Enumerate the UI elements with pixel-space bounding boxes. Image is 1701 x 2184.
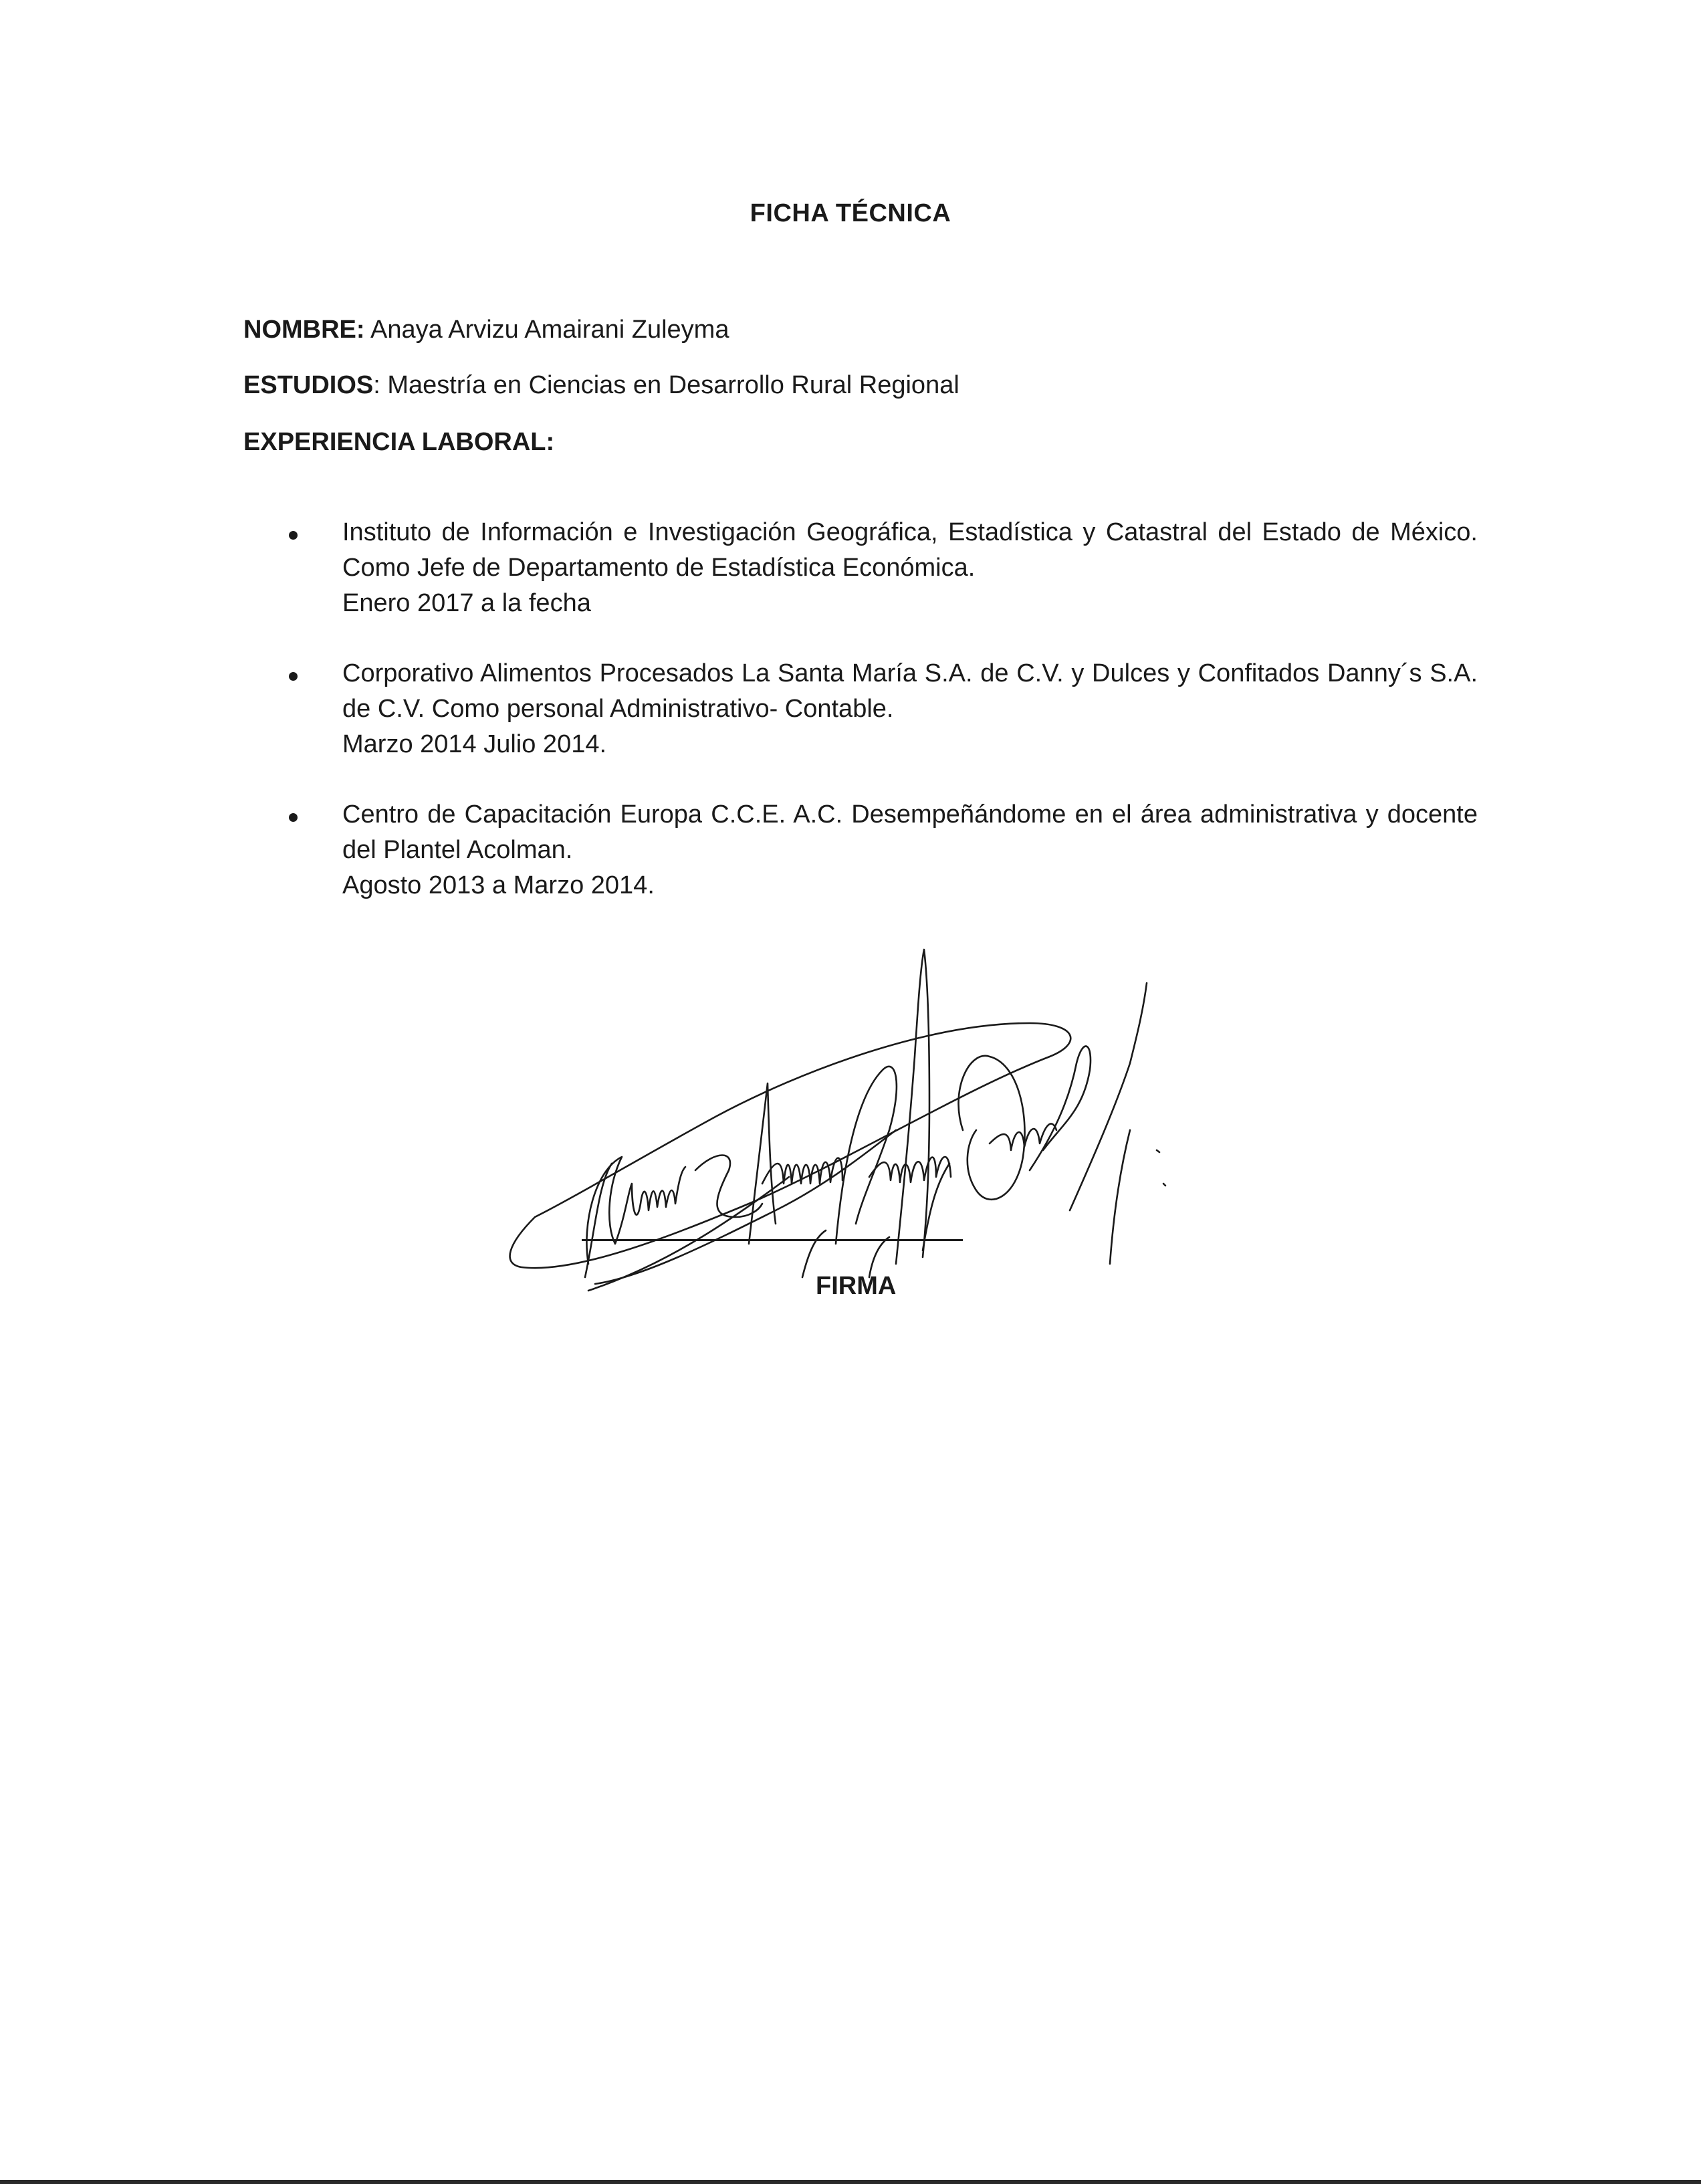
experiencia-heading: EXPERIENCIA LABORAL: <box>243 428 555 456</box>
nombre-label: NOMBRE: <box>243 316 365 344</box>
signature-line <box>582 1239 963 1241</box>
estudios-field <box>243 371 959 400</box>
document-title: FICHA TÉCNICA <box>750 199 951 227</box>
signature-label: FIRMA <box>816 1272 897 1300</box>
experience-list <box>288 515 1478 938</box>
signature-block <box>495 930 1177 1317</box>
bullet-icon <box>289 531 298 540</box>
estudios-value: : Maestría en Ciencias en Desarrollo Rural Regional <box>373 371 959 399</box>
job-description: Corporativo Alimentos Procesados La Santa María S.A. de C.V. y Dulces y Confitados Danny´s S.A. de C.V. Como personal Administrativo- Contable. <box>342 659 1478 723</box>
scan-edge <box>0 2180 1701 2184</box>
nombre-value: Anaya Arvizu Amairani Zuleyma <box>370 316 729 344</box>
job-description: Instituto de Información e Investigación Geográfica, Estadística y Catastral del Estado de México. Como Jefe de Departamento de Estadística Económica. <box>342 518 1478 582</box>
nombre-field <box>243 316 729 344</box>
job-date: Marzo 2014 Julio 2014. <box>342 730 607 758</box>
list-item <box>288 515 1478 621</box>
list-item <box>288 797 1478 903</box>
job-date: Agosto 2013 a Marzo 2014. <box>342 871 655 899</box>
bullet-icon <box>289 672 298 681</box>
handwritten-signature <box>495 930 1177 1317</box>
bullet-icon <box>289 813 298 822</box>
list-item <box>288 656 1478 762</box>
job-date: Enero 2017 a la fecha <box>342 589 591 617</box>
estudios-label: ESTUDIOS <box>243 371 374 399</box>
job-description: Centro de Capacitación Europa C.C.E. A.C. Desempeñándome en el área administrativa y docente del Plantel Acolman. <box>342 800 1478 864</box>
